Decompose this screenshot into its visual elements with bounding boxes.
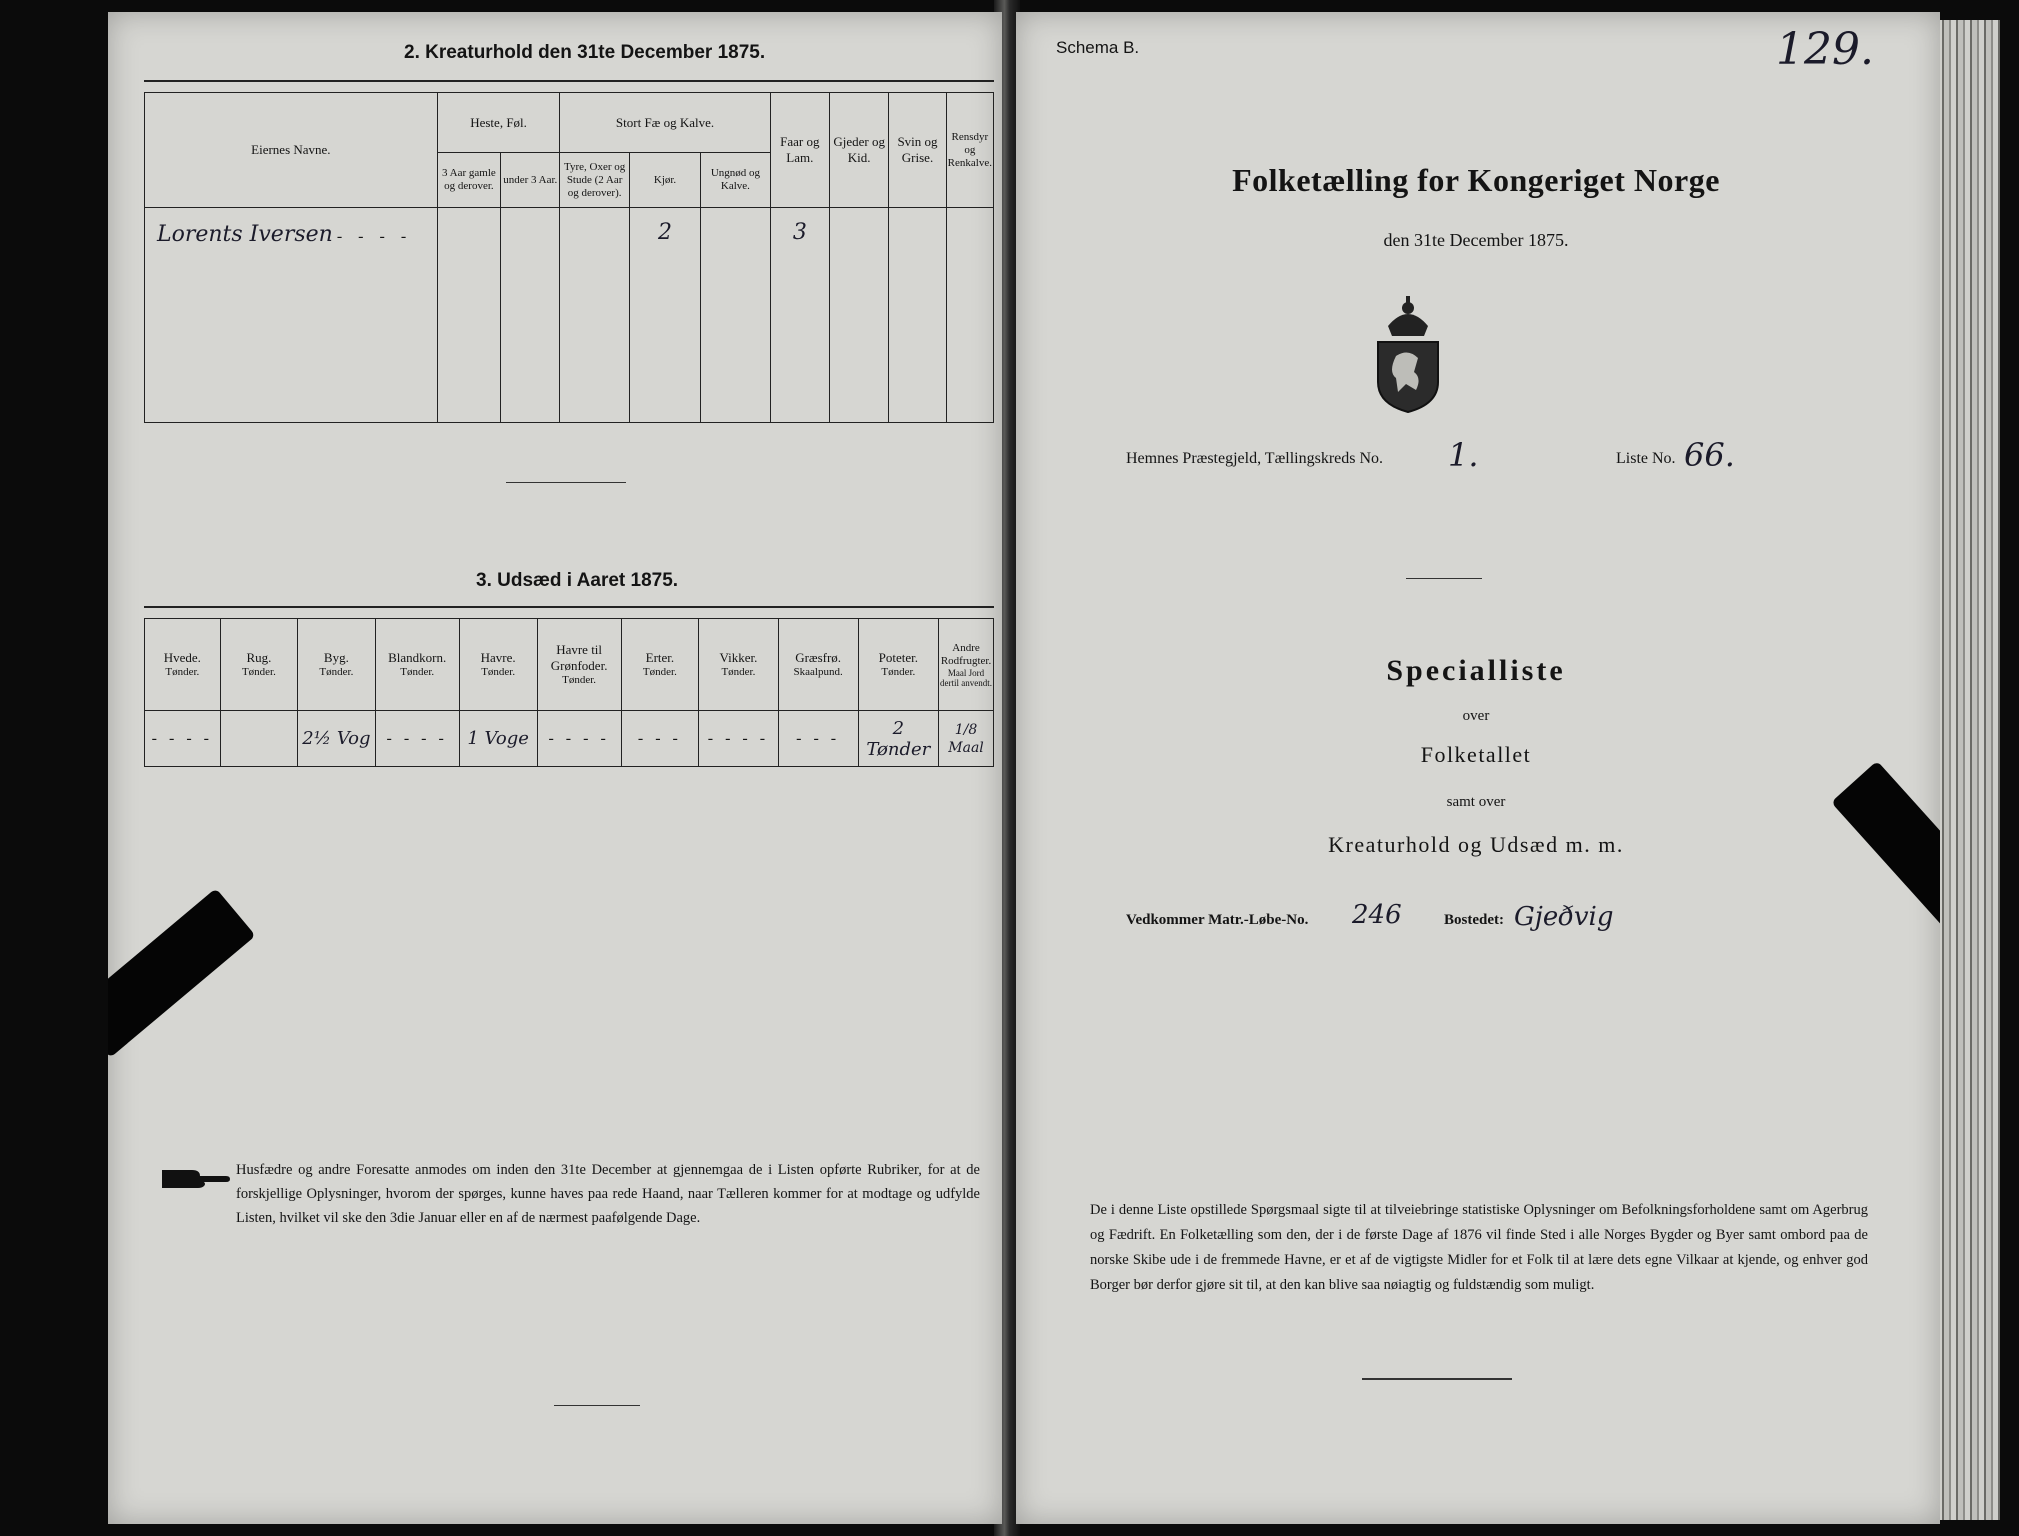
byg-value: 2½ Vog [302, 728, 371, 749]
horses-old-cell [437, 208, 500, 423]
seed-cell-gronfoder: - - - - [537, 711, 621, 767]
owner-name: Lorents Iversen [157, 222, 333, 247]
folketallet-label: Folketallet [1420, 742, 1532, 767]
seed-header-gronfoder: Havre til Grønfoder. Tønder. [537, 619, 621, 711]
cattle-header: Stort Fæ og Kalve. [560, 93, 770, 153]
poteter-value: 2 Tønder [866, 717, 931, 760]
havre-value: 1 Voge [467, 728, 529, 749]
liste-no: 66. [1684, 436, 1735, 474]
matr-label: Vedkommer Matr.-Løbe-No. [1126, 912, 1309, 928]
document-date: den 31te December 1875. [1383, 230, 1569, 250]
seed-cell-havre [459, 711, 537, 767]
horses-header: Heste, Føl. [437, 93, 560, 153]
sheep-value: 3 [792, 220, 807, 245]
cows-cell [629, 208, 700, 423]
seed-cell-erter: - - - [621, 711, 698, 767]
kreds-no: 1. [1448, 436, 1479, 474]
seed-cell-graesfro: - - - [778, 711, 858, 767]
samt-over-label: samt over [1446, 794, 1506, 810]
owner-header: Eiernes Navne. [145, 93, 438, 208]
right-page [1016, 12, 1940, 1524]
tape-strip [108, 888, 256, 1058]
cows-header: Kjør. [629, 153, 700, 208]
seed-header-byg: Byg. Tønder. [298, 619, 375, 711]
seed-header-hvede: Hvede. Tønder. [145, 619, 221, 711]
matr-no: 246 [1352, 900, 1402, 930]
seed-cell-andre [939, 711, 994, 767]
notice-text: Husfædre og andre Foresatte anmodes om inden den 31te December at gjennemgaa de i Listen opførte Rubriker, for at de forskjellige Oplysninger, hvorom der spørges, kunne haves paa rede Haand, naar Tælleren kommer for at modtage og udfylde Listen, hvilket vil ske den 3die Januar eller en af de nærmest paafølgende Dage. [236, 1162, 980, 1226]
pointing-hand-icon [160, 1162, 230, 1192]
reindeer-header: Rensdyr og Renkalve. [946, 93, 993, 208]
pigs-header: Svin og Grise. [889, 93, 946, 208]
sheep-header: Faar og Lam. [770, 93, 829, 208]
page-number: 129. [1776, 24, 1874, 75]
seed-header-graesfro: Græsfrø. Skaalpund. [778, 619, 858, 711]
seed-header-rug: Rug. Tønder. [220, 619, 297, 711]
seed-cell-vikker: - - - - [699, 711, 779, 767]
seed-cell-rug [220, 711, 297, 767]
section2-title: 2. Kreaturhold den 31te December 1875. [404, 42, 766, 63]
seed-cell-blandkorn: - - - - [375, 711, 459, 767]
goats-cell [829, 208, 888, 423]
liste-label: Liste No. [1616, 450, 1676, 467]
seed-header-andre: Andre Rodfrugter. Maal Jord dertil anvendt. [939, 619, 994, 711]
parish-label: Hemnes Præstegjeld, Tællingskreds No. [1126, 450, 1384, 467]
document-title: Folketælling for Kongeriget Norge [1232, 162, 1720, 198]
seed-header-erter: Erter. Tønder. [621, 619, 698, 711]
seed-cell-hvede: - - - - [145, 711, 221, 767]
bulls-cell [560, 208, 629, 423]
divider [506, 482, 626, 483]
coat-of-arms-icon [1368, 294, 1448, 414]
divider [1362, 1378, 1512, 1380]
kreaturhold-label: Kreaturhold og Udsæd m. m. [1328, 832, 1624, 857]
bosted-label: Bostedet: [1444, 912, 1504, 928]
livestock-table [144, 92, 994, 423]
rule [144, 80, 994, 82]
young-cattle-header: Ungnød og Kalve. [701, 153, 770, 208]
bosted-value: Gjeðvig [1514, 902, 1614, 932]
bulls-header: Tyre, Oxer og Stude (2 Aar og derover). [560, 153, 629, 208]
horses-old-header: 3 Aar gamle og derover. [437, 153, 500, 208]
seed-header-blandkorn: Blandkorn. Tønder. [375, 619, 459, 711]
reindeer-cell [946, 208, 993, 423]
sheep-cell [770, 208, 829, 423]
divider [554, 1405, 640, 1406]
seed-header-vikker: Vikker. Tønder. [699, 619, 779, 711]
andre-value: 1/8 Maal [948, 721, 984, 756]
owner-cell: Lorents Iversen - - - - [145, 208, 438, 423]
page-edges [1930, 20, 2000, 1520]
left-page [108, 12, 1002, 1524]
seed-cell-poteter [858, 711, 938, 767]
seed-cell-byg [298, 711, 375, 767]
seed-table [144, 618, 994, 767]
rule [144, 606, 994, 608]
cows-value: 2 [658, 220, 673, 245]
tape-strip [1831, 761, 1940, 973]
schema-label: Schema B. [1056, 38, 1140, 57]
horses-young-header: under 3 Aar. [501, 153, 560, 208]
seed-header-havre: Havre. Tønder. [459, 619, 537, 711]
pigs-cell [889, 208, 946, 423]
section3-title: 3. Udsæd i Aaret 1875. [476, 570, 679, 591]
divider [1406, 578, 1482, 579]
goats-header: Gjeder og Kid. [829, 93, 888, 208]
seed-header-poteter: Poteter. Tønder. [858, 619, 938, 711]
horses-young-cell [501, 208, 560, 423]
over-label: over [1462, 708, 1490, 724]
young-cattle-cell [701, 208, 770, 423]
specialliste-heading: Specialliste [1386, 654, 1566, 687]
explanatory-text: De i denne Liste opstillede Spørgsmaal sigte til at tilveiebringe statistiske Oplysninger om Befolkningsforholdene samt om Agerbrug og Fædrift. En Folketælling som den, der i de første Dage af 1876 vil finde Sted i alle Norges Bygder og Byer samt ombord paa de norske Skibe ude i de fremmede Havne, er et af de vigtigste Midler for et Folk til at lære dets egne Vilkaar at kjende, og enhver god Borger bør derfor gjøre sit til, at den kan blive saa nøiagtig og fuldstændig som muligt. [1090, 1202, 1868, 1293]
